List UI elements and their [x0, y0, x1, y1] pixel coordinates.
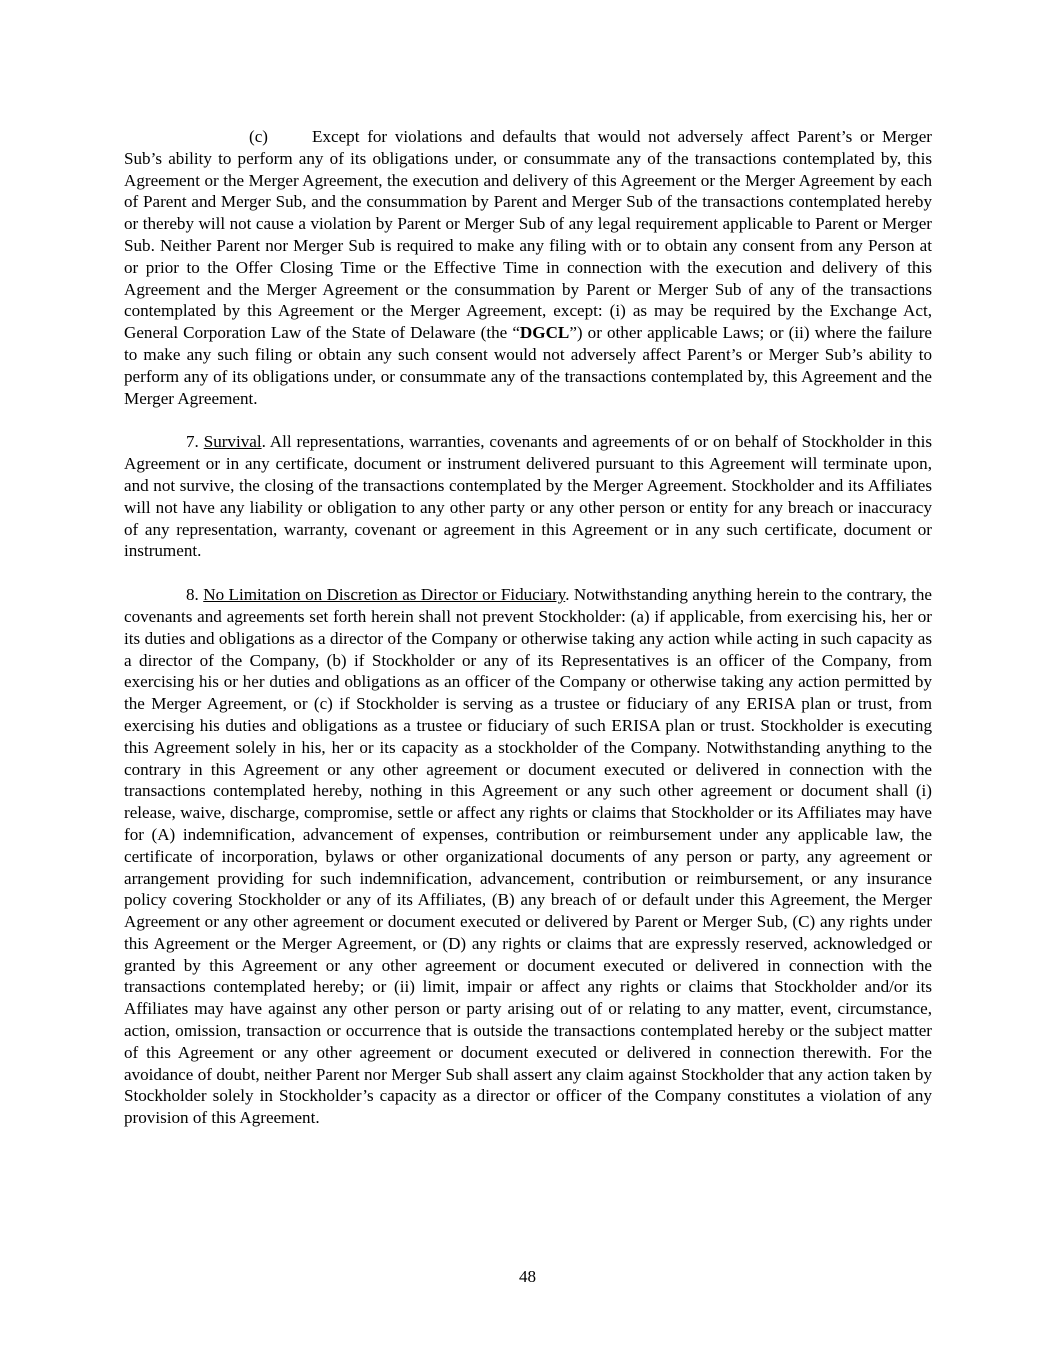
section-heading: No Limitation on Discretion as Director or Fiduciary	[203, 585, 566, 605]
paragraph-text: Except for violations and defaults that would not adversely affect Parent’s or Merger Sub’s ability to perform any of its obligations under, or consummate any of the transactions contemplated by, this Agreement or the Merger Agreement, the execution and delivery of this Agreement or the Merger Agreement by each of Parent and Merger Sub, and the consummation by Parent and Merger Sub of the transactions contemplated hereby or thereby will not cause a violation by Parent or Merger Sub of any legal requirement applicable to Parent or Merger Sub. Neither Parent nor Merger Sub is required to make any filing with or to obtain any consent from any Person at or prior to the Offer Closing Time or the Effective Time in connection with the execution and delivery of this Agreement and the Merger Agreement or the consummation by Parent or Merger Sub of any of the transactions contemplated by this Agreement or the Merger Agreement, except: (i) as may be required by the Exchange Act, General Corporation Law of the State of Delaware (the “	[124, 127, 932, 343]
section-text: . All representations, warranties, covenants and agreements of or on behalf of Stockholder in this Agreement or in any certificate, document or instrument delivered pursuant to this Agreement will terminate upon, and not survive, the closing of the transactions contemplated by the Merger Agreement. Stockholder and its Affiliates will not have any liability or obligation to any other party or any other person or entity for any breach or inaccuracy of any representation, warranty, covenant or agreement in this Agreement or in any such certificate, document or instrument.	[124, 432, 932, 561]
section-survival	[124, 431, 932, 562]
section-no-limitation	[124, 584, 932, 1129]
defined-term: DGCL	[519, 323, 570, 343]
subsection-label: (c)	[249, 127, 268, 146]
section-number: 8.	[186, 585, 199, 605]
paragraph-subsection-c	[124, 126, 932, 409]
page-number: 48	[518, 1267, 537, 1286]
paragraph-text: ”) or other applicable Laws; or (ii) where the failure to make any such filing or obtain any such consent would not adversely affect Parent’s or Merger Sub’s ability to perform any of its obligations under, or consummate any of the transactions contemplated by, this Agreement and the Merger Agreement.	[124, 323, 932, 408]
section-text: . Notwithstanding anything herein to the contrary, the covenants and agreements set forth herein shall not prevent Stockholder: (a) if applicable, from exercising his, her or its duties and obligations as a director of the Company or otherwise taking any action while acting in such capacity as a director of the Company, (b) if Stockholder or any of its Representatives is an officer of the Company, from exercising his or her duties and obligations as an officer of the Company or otherwise taking any action permitted by the Merger Agreement, or (c) if Stockholder is serving as a trustee or fiduciary of any ERISA plan or trust, from exercising his duties and obligations as a trustee or fiduciary of such ERISA plan or trust. Stockholder is executing this Agreement solely in his, her or its capacity as a stockholder of the Company. Notwithstanding anything to the contrary in this Agreement or any other agreement or document executed or delivered in connection with the transactions contemplated hereby, nothing in this Agreement or any such other agreement or document shall (i) release, waive, discharge, compromise, settle or affect any rights or claims that Stockholder or its Affiliates may have for (A) indemnification, advancement of expenses, contribution or reimbursement under any applicable law, the certificate of incorporation, bylaws or other organizational documents of any person or party, any agreement or arrangement providing for such indemnification, advancement, contribution or reimbursement, or any insurance policy covering Stockholder or any of its Affiliates, (B) any breach of or default under this Agreement, the Merger Agreement or any other agreement or document executed or delivered by Parent or Merger Sub, (C) any rights under this Agreement or the Merger Agreement, or (D) any rights or claims that are expressly reserved, acknowledged or granted by this Agreement or any other agreement or document executed or delivered in connection with the transactions contemplated hereby; or (ii) limit, impair or affect any rights or claims that Stockholder and/or its Affiliates may have against any other person or party arising out of or relating to any matter, event, circumstance, action, omission, transaction or occurrence that is outside the transactions contemplated hereby or the subject matter of this Agreement or any other agreement or document executed or delivered in connection therewith. For the avoidance of doubt, neither Parent nor Merger Sub shall assert any claim against Stockholder that any action taken by Stockholder solely in Stockholder’s capacity as a director or officer of the Company constitutes a violation of any provision of this Agreement.	[124, 585, 932, 1128]
document-page	[124, 126, 932, 1129]
section-number: 7.	[186, 432, 199, 452]
section-heading: Survival	[203, 432, 262, 452]
